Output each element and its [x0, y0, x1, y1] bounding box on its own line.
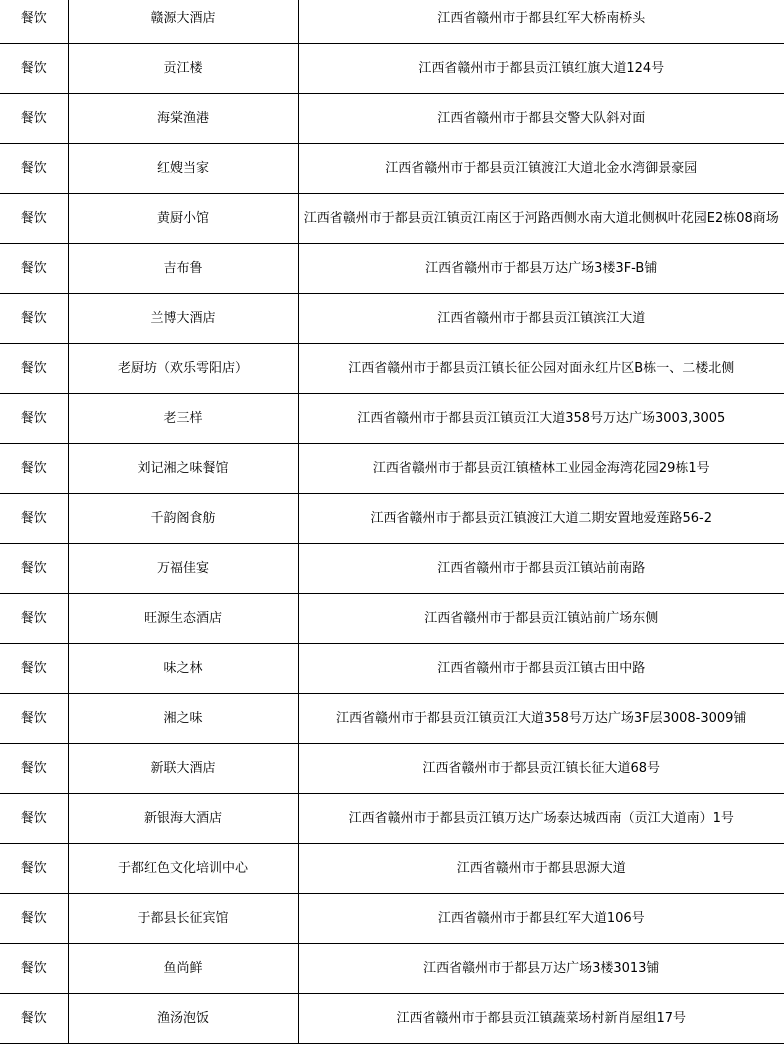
- address-cell: 江西省赣州市于都县贡江镇长征公园对面永红片区B栋一、二楼北侧: [298, 344, 784, 394]
- business-name-cell: 万福佳宴: [68, 544, 298, 594]
- address-cell: 江西省赣州市于都县贡江镇渡江大道北金水湾御景豪园: [298, 144, 784, 194]
- business-name-cell: 渔汤泡饭: [68, 994, 298, 1044]
- table-row: [0, 794, 784, 844]
- address-cell: 江西省赣州市于都县贡江镇长征大道68号: [298, 744, 784, 794]
- business-name-cell: 千韵阁食舫: [68, 494, 298, 544]
- category-cell: 餐饮: [0, 994, 68, 1044]
- category-cell: 餐饮: [0, 344, 68, 394]
- address-cell: 江西省赣州市于都县贡江镇站前南路: [298, 544, 784, 594]
- business-name-cell: 味之林: [68, 644, 298, 694]
- table-row: [0, 994, 784, 1044]
- table-row: [0, 244, 784, 294]
- category-cell: 餐饮: [0, 444, 68, 494]
- category-cell: 餐饮: [0, 894, 68, 944]
- business-name-cell: 兰博大酒店: [68, 294, 298, 344]
- business-name-cell: 湘之味: [68, 694, 298, 744]
- category-cell: 餐饮: [0, 944, 68, 994]
- address-cell: 江西省赣州市于都县贡江镇站前广场东侧: [298, 594, 784, 644]
- table-row: [0, 844, 784, 894]
- address-cell: 江西省赣州市于都县交警大队斜对面: [298, 94, 784, 144]
- address-cell: 江西省赣州市于都县红军大道106号: [298, 894, 784, 944]
- category-cell: 餐饮: [0, 494, 68, 544]
- category-cell: 餐饮: [0, 694, 68, 744]
- address-cell: 江西省赣州市于都县万达广场3楼3013铺: [298, 944, 784, 994]
- address-cell: 江西省赣州市于都县贡江镇蔬菜场村新肖屋组17号: [298, 994, 784, 1044]
- table-row: [0, 944, 784, 994]
- category-cell: 餐饮: [0, 0, 68, 44]
- category-cell: 餐饮: [0, 144, 68, 194]
- address-cell: 江西省赣州市于都县贡江镇古田中路: [298, 644, 784, 694]
- table-row: [0, 544, 784, 594]
- address-cell: 江西省赣州市于都县红军大桥南桥头: [298, 0, 784, 44]
- address-cell: 江西省赣州市于都县思源大道: [298, 844, 784, 894]
- table-row: [0, 94, 784, 144]
- category-cell: 餐饮: [0, 594, 68, 644]
- table-row: [0, 0, 784, 44]
- table-row: [0, 294, 784, 344]
- table-row: [0, 344, 784, 394]
- business-name-cell: 红嫂当家: [68, 144, 298, 194]
- category-cell: 餐饮: [0, 294, 68, 344]
- address-cell: 江西省赣州市于都县贡江镇滨江大道: [298, 294, 784, 344]
- address-cell: 江西省赣州市于都县贡江镇渡江大道二期安置地爱莲路56-2: [298, 494, 784, 544]
- category-cell: 餐饮: [0, 744, 68, 794]
- category-cell: 餐饮: [0, 194, 68, 244]
- business-name-cell: 新联大酒店: [68, 744, 298, 794]
- category-cell: 餐饮: [0, 794, 68, 844]
- category-cell: 餐饮: [0, 44, 68, 94]
- table-row: [0, 694, 784, 744]
- business-name-cell: 旺源生态酒店: [68, 594, 298, 644]
- address-cell: 江西省赣州市于都县万达广场3楼3F-B铺: [298, 244, 784, 294]
- business-name-cell: 老三样: [68, 394, 298, 444]
- table-row: [0, 144, 784, 194]
- business-name-cell: 海棠渔港: [68, 94, 298, 144]
- business-name-cell: 新银海大酒店: [68, 794, 298, 844]
- address-cell: 江西省赣州市于都县贡江镇贡江大道358号万达广场3F层3008-3009铺: [298, 694, 784, 744]
- table-row: [0, 44, 784, 94]
- address-cell: 江西省赣州市于都县贡江镇贡江南区于河路西侧水南大道北侧枫叶花园E2栋08商场: [298, 194, 784, 244]
- table-row: [0, 444, 784, 494]
- address-cell: 江西省赣州市于都县贡江镇楂林工业园金海湾花园29栋1号: [298, 444, 784, 494]
- table-row: [0, 194, 784, 244]
- business-name-cell: 老厨坊（欢乐雩阳店）: [68, 344, 298, 394]
- table-row: [0, 594, 784, 644]
- table-row: [0, 894, 784, 944]
- business-name-cell: 吉布鲁: [68, 244, 298, 294]
- category-cell: 餐饮: [0, 94, 68, 144]
- business-name-cell: 赣源大酒店: [68, 0, 298, 44]
- table-row: [0, 744, 784, 794]
- table-row: [0, 494, 784, 544]
- address-cell: 江西省赣州市于都县贡江镇贡江大道358号万达广场3003,3005: [298, 394, 784, 444]
- category-cell: 餐饮: [0, 844, 68, 894]
- business-name-cell: 于都红色文化培训中心: [68, 844, 298, 894]
- category-cell: 餐饮: [0, 644, 68, 694]
- table-row: [0, 394, 784, 444]
- business-name-cell: 于都县长征宾馆: [68, 894, 298, 944]
- category-cell: 餐饮: [0, 544, 68, 594]
- table-row: [0, 644, 784, 694]
- business-name-cell: 鱼尚鲜: [68, 944, 298, 994]
- business-name-cell: 刘记湘之味餐馆: [68, 444, 298, 494]
- category-cell: 餐饮: [0, 394, 68, 444]
- business-name-cell: 贡江楼: [68, 44, 298, 94]
- address-cell: 江西省赣州市于都县贡江镇红旗大道124号: [298, 44, 784, 94]
- category-cell: 餐饮: [0, 244, 68, 294]
- address-cell: 江西省赣州市于都县贡江镇万达广场泰达城西南（贡江大道南）1号: [298, 794, 784, 844]
- business-name-cell: 黄厨小馆: [68, 194, 298, 244]
